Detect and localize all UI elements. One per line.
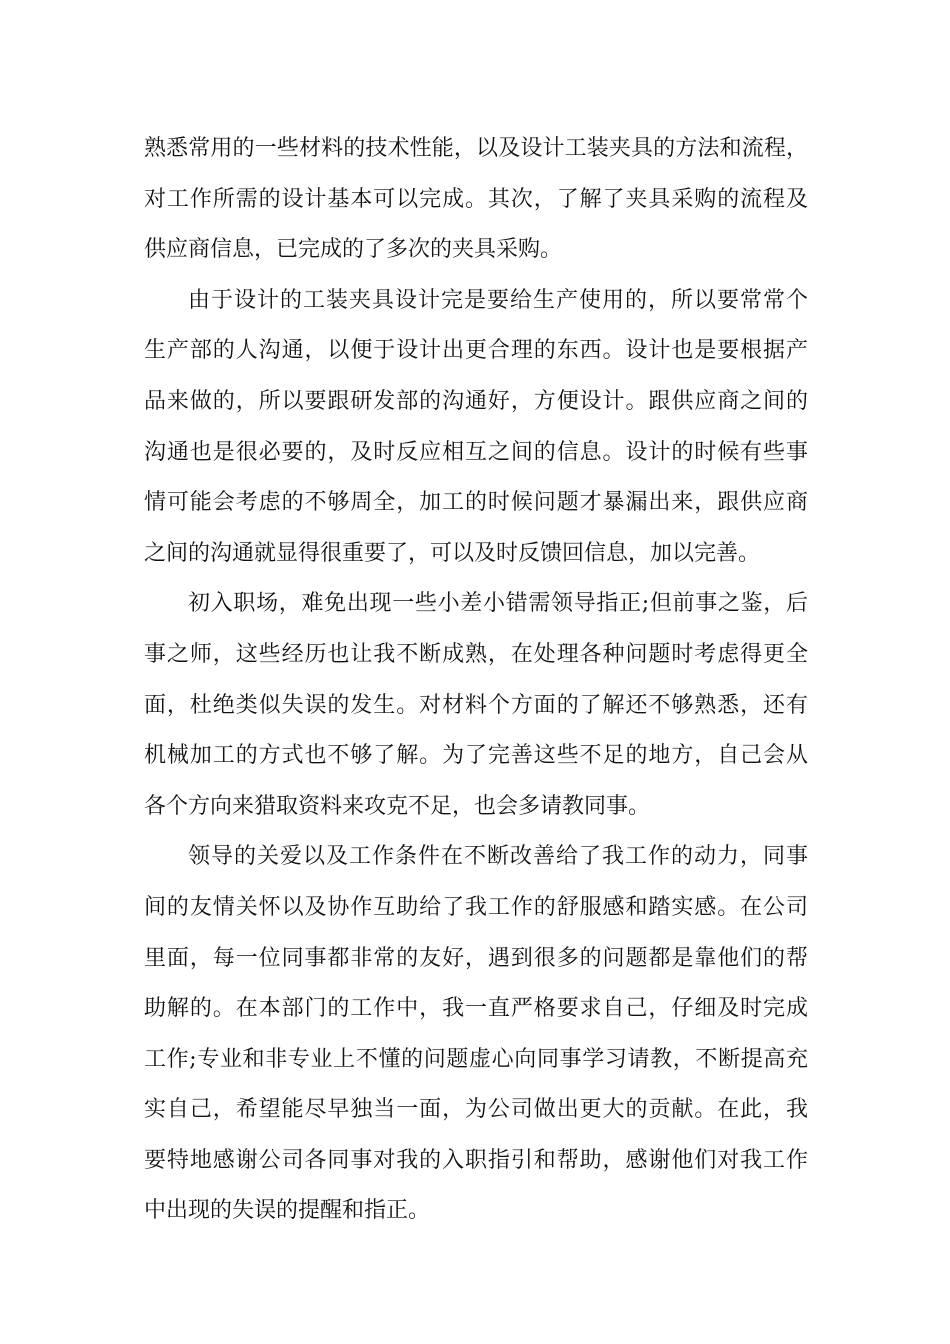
- text-line: 沟通也是很必要的，及时反应相互之间的信息。设计的时候有些事: [144, 439, 808, 465]
- text-line: 情可能会考虑的不够周全，加工的时候问题才暴漏出来，跟供应商: [144, 490, 808, 516]
- text-line: 工作;专业和非专业上不懂的问题虚心向同事学习请教，不断提高充: [144, 1046, 808, 1072]
- text-line: 面，杜绝类似失误的发生。对材料个方面的了解还不够熟悉，还有: [144, 692, 808, 718]
- text-line: 中出现的失误的提醒和指正。: [144, 1198, 431, 1224]
- text-line: 对工作所需的设计基本可以完成。其次，了解了夹具采购的流程及: [144, 186, 808, 212]
- text-line: 机械加工的方式也不够了解。为了完善这些不足的地方，自己会从: [144, 743, 808, 769]
- text-line: 间的友情关怀以及协作互助给了我工作的舒服感和踏实感。在公司: [144, 894, 808, 920]
- text-line: 实自己，希望能尽早独当一面，为公司做出更大的贡献。在此，我: [144, 1097, 808, 1123]
- text-line: 领导的关爱以及工作条件在不断改善给了我工作的动力，同事: [188, 844, 808, 870]
- document-body: [144, 124, 808, 1237]
- text-line: 供应商信息，已完成的了多次的夹具采购。: [144, 237, 563, 263]
- text-line: 品来做的，所以要跟研发部的沟通好，方便设计。跟供应商之间的: [144, 388, 808, 414]
- text-line: 之间的沟通就显得很重要了，可以及时反馈回信息，加以完善。: [144, 540, 761, 566]
- text-line: 里面，每一位同事都非常的友好，遇到很多的问题都是靠他们的帮: [144, 945, 808, 971]
- text-line: 熟悉常用的一些材料的技术性能，以及设计工装夹具的方法和流程，: [144, 136, 808, 161]
- text-line: 由于设计的工装夹具设计完是要给生产使用的，所以要常常个: [188, 287, 808, 313]
- text-line: 初入职场，难免出现一些小差小错需领导指正;但前事之鉴，后: [188, 591, 808, 617]
- text-line: 助解的。在本部门的工作中，我一直严格要求自己，仔细及时完成: [144, 996, 808, 1022]
- text-line: 事之师，这些经历也让我不断成熟，在处理各种问题时考虑得更全: [144, 641, 808, 667]
- text-line: 要特地感谢公司各同事对我的入职指引和帮助，感谢他们对我工作: [144, 1147, 808, 1173]
- text-line: 各个方向来猎取资料来攻克不足，也会多请教同事。: [144, 793, 651, 819]
- text-line: 生产部的人沟通，以便于设计出更合理的东西。设计也是要根据产: [144, 338, 808, 364]
